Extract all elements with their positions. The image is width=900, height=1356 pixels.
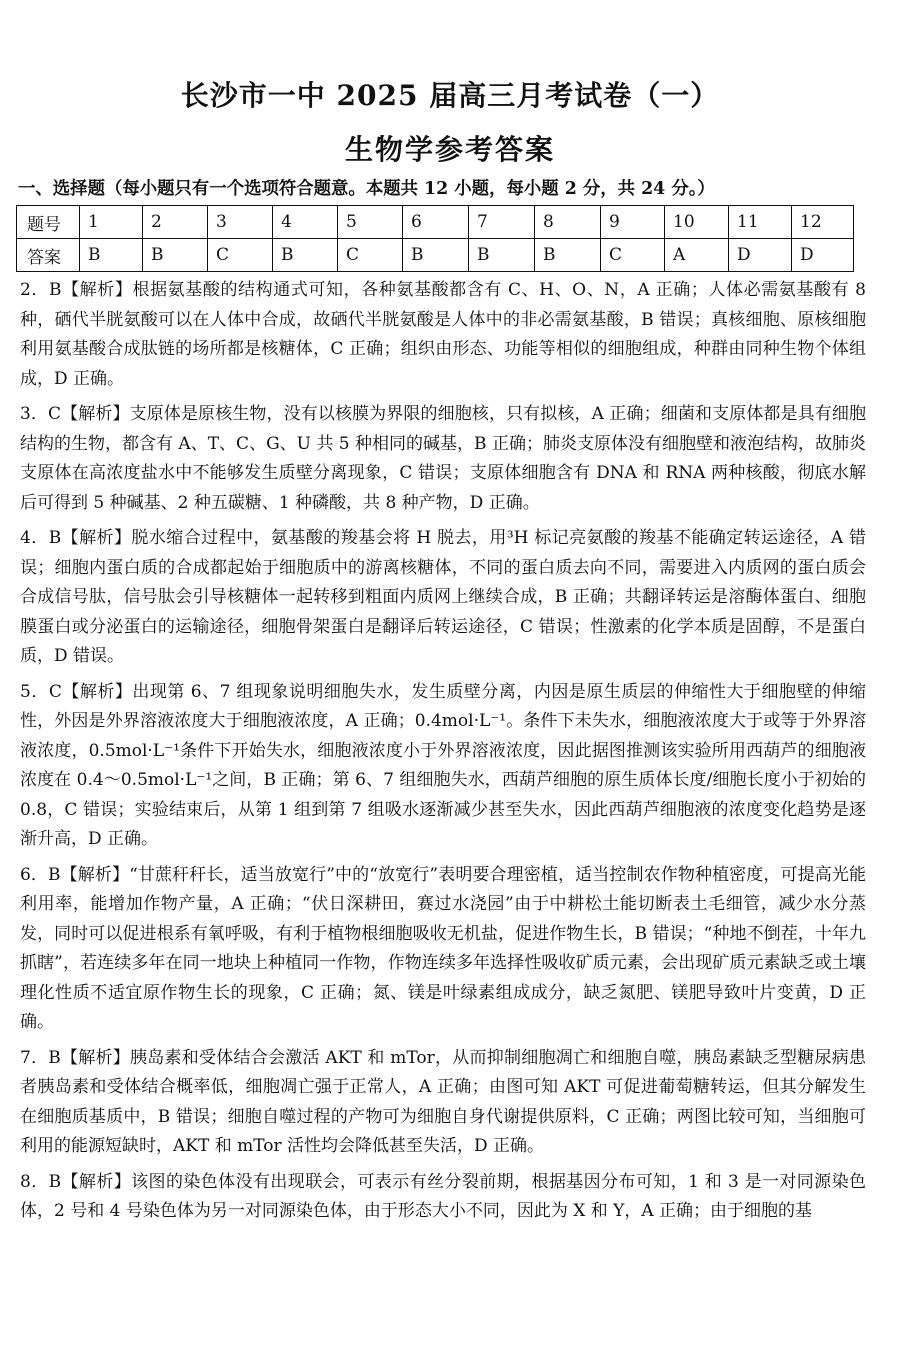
answer-row (17, 239, 854, 272)
answer-cell: D (792, 239, 854, 272)
question-number: 11 (729, 206, 792, 239)
question-number-row (17, 206, 854, 239)
explanation-item: 7．B【解析】胰岛素和受体结合会激活 AKT 和 mTor，从而抑制细胞凋亡和细胞自噬，胰岛素缺乏型糖尿病患者胰岛素和受体结合概率低，细胞凋亡强于正常人，A 正确；由图可知 AKT 可促进葡萄糖转运，但其分解发生在细胞质基质中，B 错误；细胞自噬过程的产物可为细胞自身代谢提供原料，C 正确；两图比较可知，当细胞可利用的能源短缺时，AKT 和 mTor 活性均会降低甚至失活，D 正确。 (20, 1047, 866, 1156)
page-title: 长沙市一中 2025 届高三月考试卷（一） (180, 79, 720, 112)
answer-cell: B (469, 239, 535, 272)
section-heading: 一、选择题（每小题只有一个选项符合题意。本题共 12 小题，每小题 2 分，共 24 分。） (18, 179, 715, 199)
answer-cell: B (80, 239, 143, 272)
answer-cell: A (665, 239, 729, 272)
row-label: 题号 (17, 206, 80, 239)
answer-cell: B (535, 239, 601, 272)
explanation-item: 6．B【解析】“甘蔗秆秆长，适当放宽行”中的“放宽行”表明要合理密植，适当控制农作物种植密度，可提高光能利用率，能增加作物产量，A 正确；“伏日深耕田，赛过水浇园”由于中耕松土能切断表土毛细管，减少水分蒸发，同时可以促进根系有氧呼吸，有利于植物根细胞吸收无机盐，促进作物生长，B 错误；“种地不倒茬，十年九抓瞎”，若连续多年在同一地块上种植同一作物，作物连续多年选择性吸收矿质元素，会出现矿质元素缺乏或土壤理化性质不适宜原作物生长的现象，C 正确；氮、镁是叶绿素组成成分，缺乏氮肥、镁肥导致叶片变黄，D 正确。 (20, 864, 866, 1032)
page-subtitle: 生物学参考答案 (344, 133, 555, 166)
explanation-item: 8．B【解析】该图的染色体没有出现联会，可表示有丝分裂前期，根据基因分布可知，1 和 3 是一对同源染色体，2 号和 4 号染色体为另一对同源染色体，由于形态大小不同，因此为 X 和 Y，A 正确；由于细胞的基 (20, 1171, 866, 1221)
question-number: 6 (403, 206, 469, 239)
question-number: 7 (469, 206, 535, 239)
answer-cell: C (208, 239, 273, 272)
question-number: 2 (143, 206, 208, 239)
row-label: 答案 (17, 239, 80, 272)
explanation-list (20, 276, 866, 1233)
explanation-item: 2．B【解析】根据氨基酸的结构通式可知，各种氨基酸都含有 C、H、O、N，A 正确；人体必需氨基酸有 8 种，硒代半胱氨酸可以在人体中合成，故硒代半胱氨酸是人体中的非必需氨基酸，B 错误；真核细胞、原核细胞利用氨基酸合成肽链的场所都是核糖体，C 正确；组织由形态、功能等相似的细胞组成，种群由同种生物个体组成，D 正确。 (20, 280, 866, 389)
answer-cell: D (729, 239, 792, 272)
question-number: 4 (273, 206, 338, 239)
question-number: 8 (535, 206, 601, 239)
explanation-item: 3．C【解析】支原体是原核生物，没有以核膜为界限的细胞核，只有拟核，A 正确；细菌和支原体都是具有细胞结构的生物，都含有 A、T、C、G、U 共 5 种相同的碱基，B 正确；肺炎支原体没有细胞壁和液泡结构，故肺炎支原体在高浓度盐水中不能够发生质壁分离现象，C 错误；支原体细胞含有 DNA 和 RNA 两种核酸，彻底水解后可得到 5 种碱基、2 种五碳糖、1 种磷酸，共 8 种产物，D 正确。 (20, 404, 866, 513)
answer-cell: B (143, 239, 208, 272)
answer-cell: C (601, 239, 665, 272)
answer-cell: B (273, 239, 338, 272)
question-number: 9 (601, 206, 665, 239)
answer-table (16, 205, 854, 272)
explanation-item: 4．B【解析】脱水缩合过程中，氨基酸的羧基会将 H 脱去，用³H 标记亮氨酸的羧基不能确定转运途径，A 错误；细胞内蛋白质的合成都起始于细胞质中的游离核糖体，不同的蛋白质去向不同，需要进入内质网的蛋白质会合成信号肽，信号肽会引导核糖体一起转移到粗面内质网上继续合成，B 正确；共翻译转运是溶酶体蛋白、细胞膜蛋白或分泌蛋白的运输途径，细胞骨架蛋白是翻译后转运途径，C 错误；性激素的化学本质是固醇，不是蛋白质，D 错误。 (20, 528, 866, 666)
question-number: 1 (80, 206, 143, 239)
answer-cell: C (338, 239, 403, 272)
question-number: 5 (338, 206, 403, 239)
explanation-item: 5．C【解析】出现第 6、7 组现象说明细胞失水，发生质壁分离，内因是原生质层的伸缩性大于细胞壁的伸缩性，外因是外界溶液浓度大于细胞液浓度，A 正确；0.4mol·L⁻¹。条件下未失水，细胞液浓度大于或等于外界溶液浓度，0.5mol·L⁻¹条件下开始失水，细胞液浓度小于外界溶液浓度，因此据图推测该实验所用西葫芦的细胞液浓度在 0.4～0.5mol·L⁻¹之间，B 正确；第 6、7 组细胞失水，西葫芦细胞的原生质体长度/细胞长度小于初始的 0.8，C 错误；实验结束后，从第 1 组到第 7 组吸水逐渐减少甚至失水，因此西葫芦细胞液的浓度变化趋势是逐渐升高，D 正确。 (20, 681, 866, 849)
question-number: 3 (208, 206, 273, 239)
question-number: 12 (792, 206, 854, 239)
answer-cell: B (403, 239, 469, 272)
question-number: 10 (665, 206, 729, 239)
